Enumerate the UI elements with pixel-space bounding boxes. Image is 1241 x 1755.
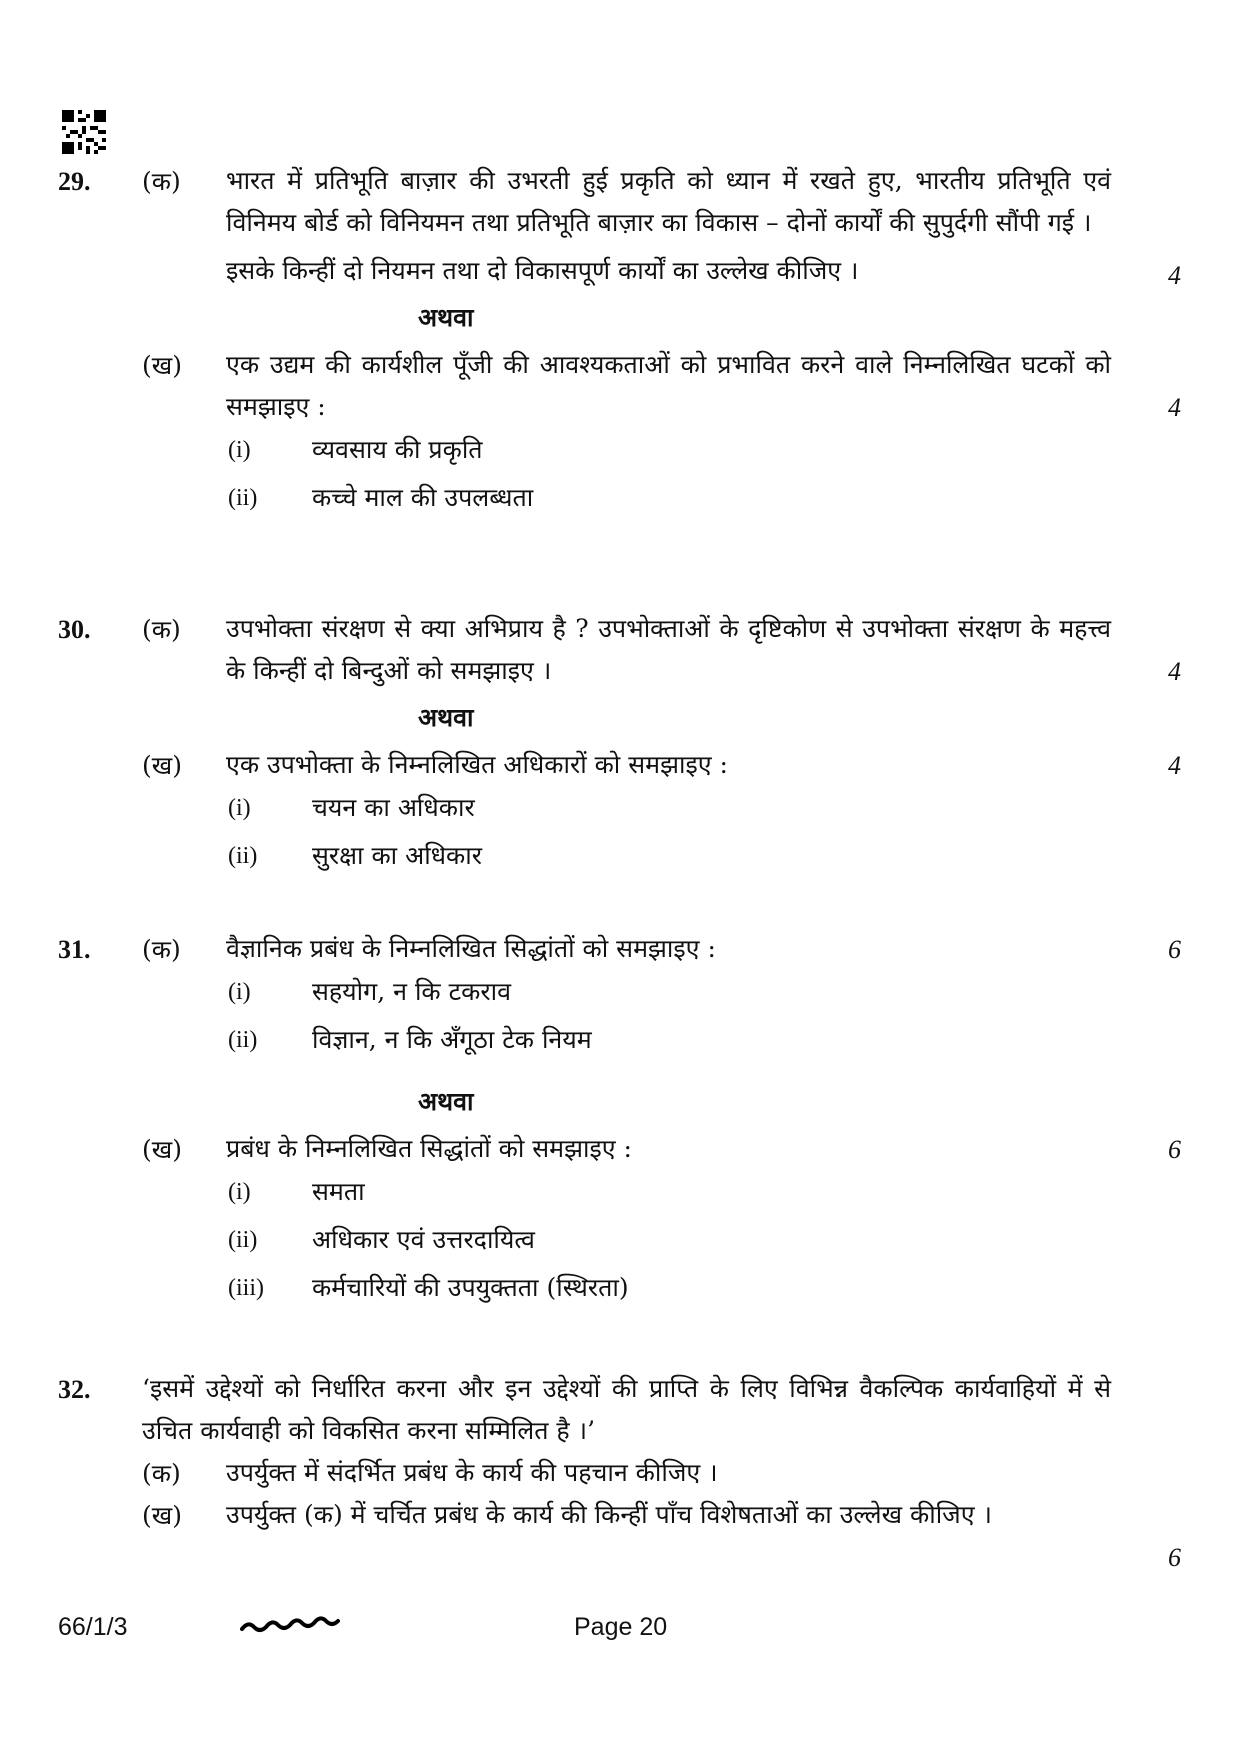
sub-item-text: सहयोग, न कि टकराव bbox=[312, 977, 511, 1006]
part-label: (ख) bbox=[142, 751, 182, 780]
marks: 6 bbox=[1168, 935, 1181, 964]
part-label: (क) bbox=[142, 935, 181, 964]
question-text: एक उपभोक्ता के निम्नलिखित अधिकारों को समझाइए : bbox=[226, 750, 728, 779]
sub-item-text: समता bbox=[312, 1177, 365, 1206]
part-a bbox=[0, 928, 1241, 970]
tilde-ornament-icon bbox=[240, 1611, 352, 1641]
sub-item-label: (ii) bbox=[228, 485, 258, 511]
sub-item bbox=[0, 786, 1241, 834]
question-text: उपर्युक्त (क) में चर्चित प्रबंध के कार्य की किन्हीं पाँच विशेषताओं का उल्लेख कीजिए । bbox=[226, 1500, 992, 1529]
marks: 6 bbox=[1168, 1135, 1181, 1164]
question-stem bbox=[0, 1368, 1241, 1452]
question-text: उपभोक्ता संरक्षण से क्या अभिप्राय है ? उपभोक्ताओं के दृष्टिकोण से उपभोक्ता संरक्षण के महत्त्व के किन्हीं दो बिन्दुओं को समझाइए । bbox=[226, 614, 1111, 685]
part-label: (क) bbox=[142, 615, 181, 644]
question-number: 31. bbox=[58, 935, 91, 964]
sub-item bbox=[0, 834, 1241, 882]
question-text: प्रबंध के निम्नलिखित सिद्धांतों को समझाइए : bbox=[226, 1134, 632, 1163]
part-b bbox=[0, 1494, 1241, 1572]
sub-item-text: कर्मचारियों की उपयुक्तता (स्थिरता) bbox=[312, 1273, 629, 1302]
sub-item bbox=[0, 476, 1241, 524]
question-text: उपर्युक्त में संदर्भित प्रबंध के कार्य की पहचान कीजिए । bbox=[226, 1458, 718, 1487]
question-number: 30. bbox=[58, 615, 91, 644]
paper-code: 66/1/3 bbox=[58, 1613, 128, 1641]
sub-item-label: (i) bbox=[228, 437, 251, 463]
question-29 bbox=[0, 160, 1241, 524]
part-label: (ख) bbox=[142, 1501, 182, 1530]
sub-item-text: विज्ञान, न कि अँगूठा टेक नियम bbox=[312, 1025, 592, 1054]
part-label: (क) bbox=[142, 1459, 181, 1488]
part-b bbox=[0, 1128, 1241, 1170]
sub-item bbox=[0, 1218, 1241, 1266]
sub-item bbox=[0, 1170, 1241, 1218]
qr-code-icon bbox=[62, 110, 106, 154]
question-number: 32. bbox=[58, 1375, 91, 1404]
sub-item-text: चयन का अधिकार bbox=[312, 793, 475, 822]
or-separator: अथवा bbox=[418, 303, 474, 332]
question-30 bbox=[0, 608, 1241, 882]
question-text: भारत में प्रतिभूति बाज़ार की उभरती हुई प्रकृति को ध्यान में रखते हुए, भारतीय प्रतिभूति एवं विनिमय बोर्ड को विनियमन तथा प्रतिभूति बाज़ार का विकास – दोनों कार्यों की सुपुर्दगी सौंपी गई । bbox=[226, 166, 1111, 237]
marks: 4 bbox=[1168, 393, 1181, 422]
part-label: (ख) bbox=[142, 1135, 182, 1164]
sub-item-label: (iii) bbox=[228, 1275, 264, 1301]
part-a bbox=[0, 1452, 1241, 1494]
part-a bbox=[0, 160, 1241, 244]
sub-item bbox=[0, 1266, 1241, 1314]
sub-item bbox=[0, 970, 1241, 1018]
question-32 bbox=[0, 1368, 1241, 1572]
sub-item-text: व्यवसाय की प्रकृति bbox=[312, 435, 483, 464]
sub-item-label: (ii) bbox=[228, 843, 258, 869]
or-separator: अथवा bbox=[418, 1087, 474, 1116]
part-b bbox=[0, 344, 1241, 428]
quote-text: ‘इसमें उद्देश्यों को निर्धारित करना और इन उद्देश्यों की प्राप्ति के लिए विभिन्न वैकल्पिक कार्यवाहियों में से उचित कार्यवाही को विकसित करना सम्मिलित है ।’ bbox=[142, 1374, 1111, 1445]
instruction-text: इसके किन्हीं दो नियमन तथा दो विकासपूर्ण कार्यों का उल्लेख कीजिए । bbox=[226, 256, 859, 285]
sub-item-label: (ii) bbox=[228, 1227, 258, 1253]
sub-item-text: अधिकार एवं उत्तरदायित्व bbox=[312, 1225, 535, 1254]
marks: 4 bbox=[1168, 657, 1181, 686]
question-number: 29. bbox=[58, 167, 91, 196]
or-separator: अथवा bbox=[418, 703, 474, 732]
question-text: वैज्ञानिक प्रबंध के निम्नलिखित सिद्धांतों को समझाइए : bbox=[226, 934, 716, 963]
question-text: एक उद्यम की कार्यशील पूँजी की आवश्यकताओं को प्रभावित करने वाले निम्नलिखित घटकों को समझाइए : bbox=[226, 350, 1111, 421]
marks: 4 bbox=[1168, 261, 1181, 290]
question-31 bbox=[0, 928, 1241, 1314]
part-b bbox=[0, 744, 1241, 786]
marks: 4 bbox=[1168, 751, 1181, 780]
sub-item bbox=[0, 1018, 1241, 1066]
part-label: (क) bbox=[142, 167, 181, 196]
sub-item-text: कच्चे माल की उपलब्धता bbox=[312, 483, 534, 512]
sub-item-label: (i) bbox=[228, 795, 251, 821]
part-a-instruction bbox=[0, 250, 1241, 292]
part-label: (ख) bbox=[142, 351, 182, 380]
sub-item-label: (i) bbox=[228, 1179, 251, 1205]
sub-item-label: (ii) bbox=[228, 1027, 258, 1053]
page-number: Page 20 bbox=[574, 1613, 668, 1641]
sub-item-text: सुरक्षा का अधिकार bbox=[312, 841, 482, 870]
marks: 6 bbox=[1168, 1543, 1181, 1572]
sub-item bbox=[0, 428, 1241, 476]
page-footer bbox=[0, 1607, 1241, 1647]
sub-item-label: (i) bbox=[228, 979, 251, 1005]
part-a bbox=[0, 608, 1241, 692]
